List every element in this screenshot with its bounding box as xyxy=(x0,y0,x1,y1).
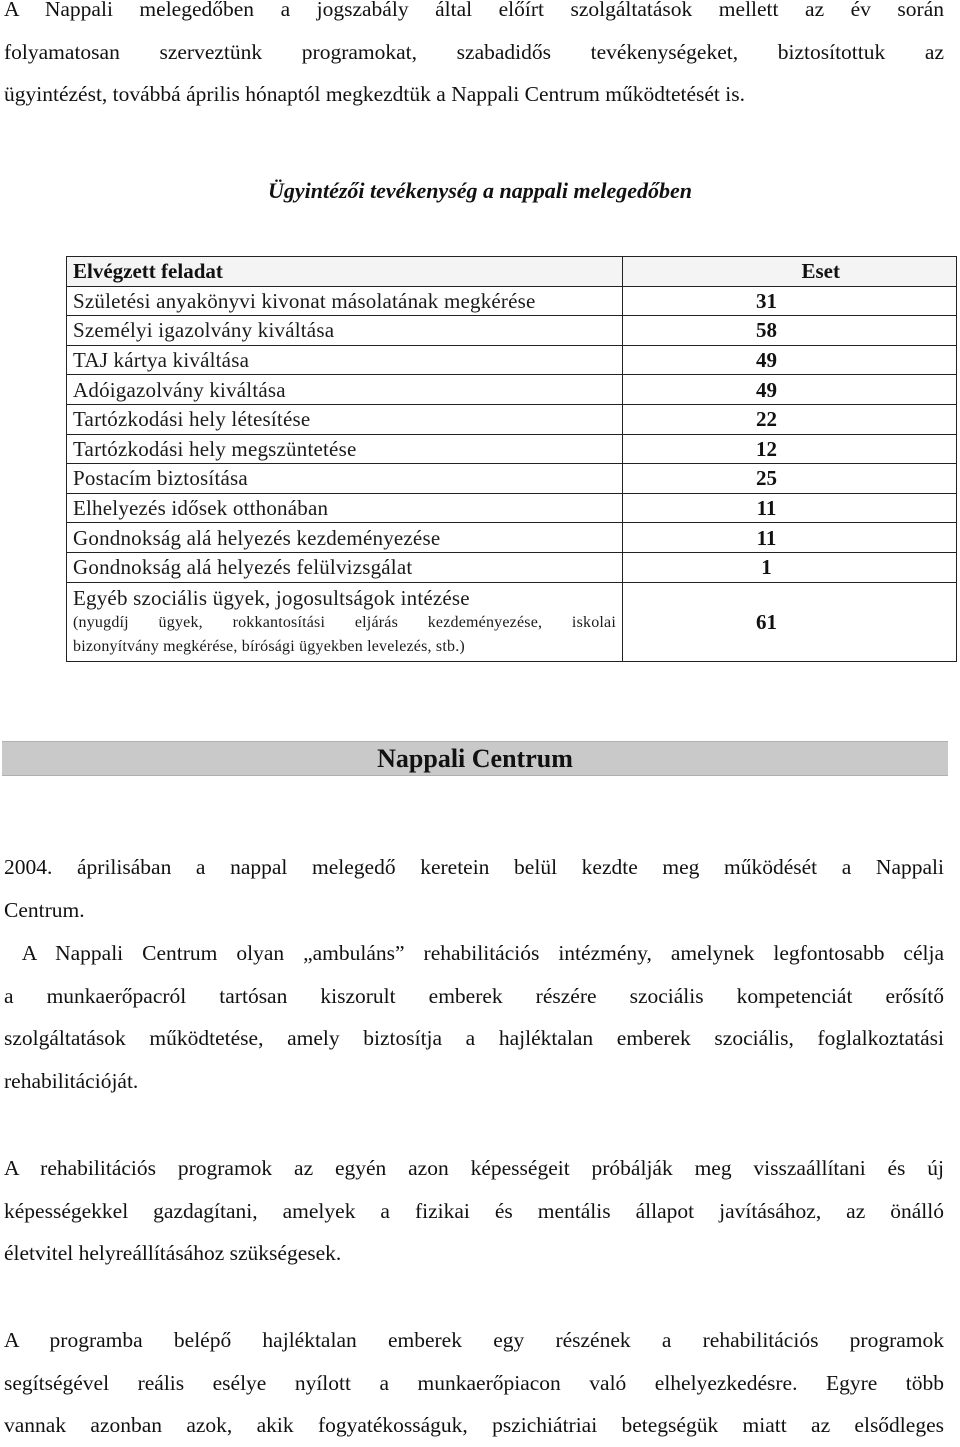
paragraph-line: Centrum. xyxy=(4,897,85,922)
task-cell: Tartózkodási hely megszüntetése xyxy=(67,434,623,464)
body-paragraph xyxy=(4,1147,944,1275)
table-row xyxy=(67,523,957,553)
paragraph-line: A Nappali Centrum olyan „ambuláns” rehabilitációs intézmény, amelynek legfontosabb célja xyxy=(4,941,944,965)
body-paragraph xyxy=(4,1319,944,1447)
paragraph-line: képességekkel gazdagítani, amelyek a fizikai és mentális állapot javításához, az önálló xyxy=(4,1198,944,1223)
paragraph-line: vannak azonban azok, akik fogyatékosságuk, pszichiátriai betegségük miatt az elsődleges xyxy=(4,1413,944,1437)
task-cell: Születési anyakönyvi kivonat másolatának megkérése xyxy=(67,286,623,316)
count-cell: 12 xyxy=(623,434,957,464)
body-paragraph xyxy=(4,846,944,931)
table-row xyxy=(67,552,957,582)
section-band-title: Nappali Centrum xyxy=(2,741,948,776)
task-cell: Személyi igazolvány kiváltása xyxy=(67,316,623,346)
count-cell: 11 xyxy=(623,493,957,523)
task-sub-text: (nyugdíj ügyek, rokkantosítási eljárás kezdeményezése, iskolai xyxy=(73,613,616,631)
table-row xyxy=(67,286,957,316)
task-cell: Postacím biztosítása xyxy=(67,464,623,494)
intro-line: folyamatosan szerveztünk programokat, szabadidős tevékenységeket, biztosítottuk az xyxy=(4,39,944,64)
paragraph-line: szolgáltatások működtetése, amely biztosítja a hajléktalan emberek szociális, foglalkoztatási xyxy=(4,1026,944,1050)
task-cell: Adóigazolvány kiváltása xyxy=(67,375,623,405)
paragraph-line: életvitel helyreállításához szükségesek. xyxy=(4,1241,342,1265)
count-cell: 22 xyxy=(623,404,957,434)
count-cell: 1 xyxy=(623,552,957,582)
header-count: Eset xyxy=(623,257,957,287)
table-header-row xyxy=(67,257,957,287)
section-title: Ügyintézői tevékenység a nappali melegedőben xyxy=(267,178,693,203)
paragraph-line: A programba belépő hajléktalan emberek egy részének a rehabilitációs programok xyxy=(4,1328,944,1352)
table-row xyxy=(67,345,957,375)
task-cell: Gondnokság alá helyezés felülvizsgálat xyxy=(67,552,623,582)
header-task: Elvégzett feladat xyxy=(67,257,623,287)
table-row xyxy=(67,434,957,464)
intro-line: ügyintézést, továbbá április hónaptól megkezdtük a Nappali Centrum működtetését is. xyxy=(4,82,745,106)
task-cell xyxy=(67,582,623,661)
task-cell: Elhelyezés idősek otthonában xyxy=(67,493,623,523)
table-row xyxy=(67,404,957,434)
paragraph-line: 2004. áprilisában a nappal melegedő keretein belül kezdte meg működését a Nappali xyxy=(4,855,944,879)
paragraph-line: a munkaerőpacról tartósan kiszorult emberek részére szociális kompetenciát erősítő xyxy=(4,983,944,1008)
table-row xyxy=(67,493,957,523)
task-sub-text: bizonyítvány megkérése, bírósági ügyekben levelezés, stb.) xyxy=(73,637,465,655)
body-paragraph xyxy=(4,932,944,1102)
paragraph-line: segítségével reális esélye nyílott a munkaerőpiacon való elhelyezkedésre. Egyre több xyxy=(4,1370,944,1395)
table-row xyxy=(67,375,957,405)
task-cell: TAJ kártya kiváltása xyxy=(67,345,623,375)
intro-paragraph xyxy=(4,0,944,116)
count-cell: 61 xyxy=(623,582,957,661)
paragraph-line: A rehabilitációs programok az egyén azon képességeit próbálják meg visszaállítani és új xyxy=(4,1156,944,1180)
task-cell: Tartózkodási hely létesítése xyxy=(67,404,623,434)
count-cell: 49 xyxy=(623,375,957,405)
count-cell: 11 xyxy=(623,523,957,553)
task-main-text: Egyéb szociális ügyek, jogosultságok intézése xyxy=(73,585,470,610)
tasks-table xyxy=(66,256,957,662)
count-cell: 49 xyxy=(623,345,957,375)
table-row xyxy=(67,582,957,661)
intro-line: A Nappali melegedőben a jogszabály által előírt szolgáltatások mellett az év során xyxy=(4,0,944,21)
count-cell: 25 xyxy=(623,464,957,494)
count-cell: 58 xyxy=(623,316,957,346)
task-cell: Gondnokság alá helyezés kezdeményezése xyxy=(67,523,623,553)
table-row xyxy=(67,316,957,346)
table-row xyxy=(67,464,957,494)
paragraph-line: rehabilitációját. xyxy=(4,1068,139,1093)
count-cell: 31 xyxy=(623,286,957,316)
